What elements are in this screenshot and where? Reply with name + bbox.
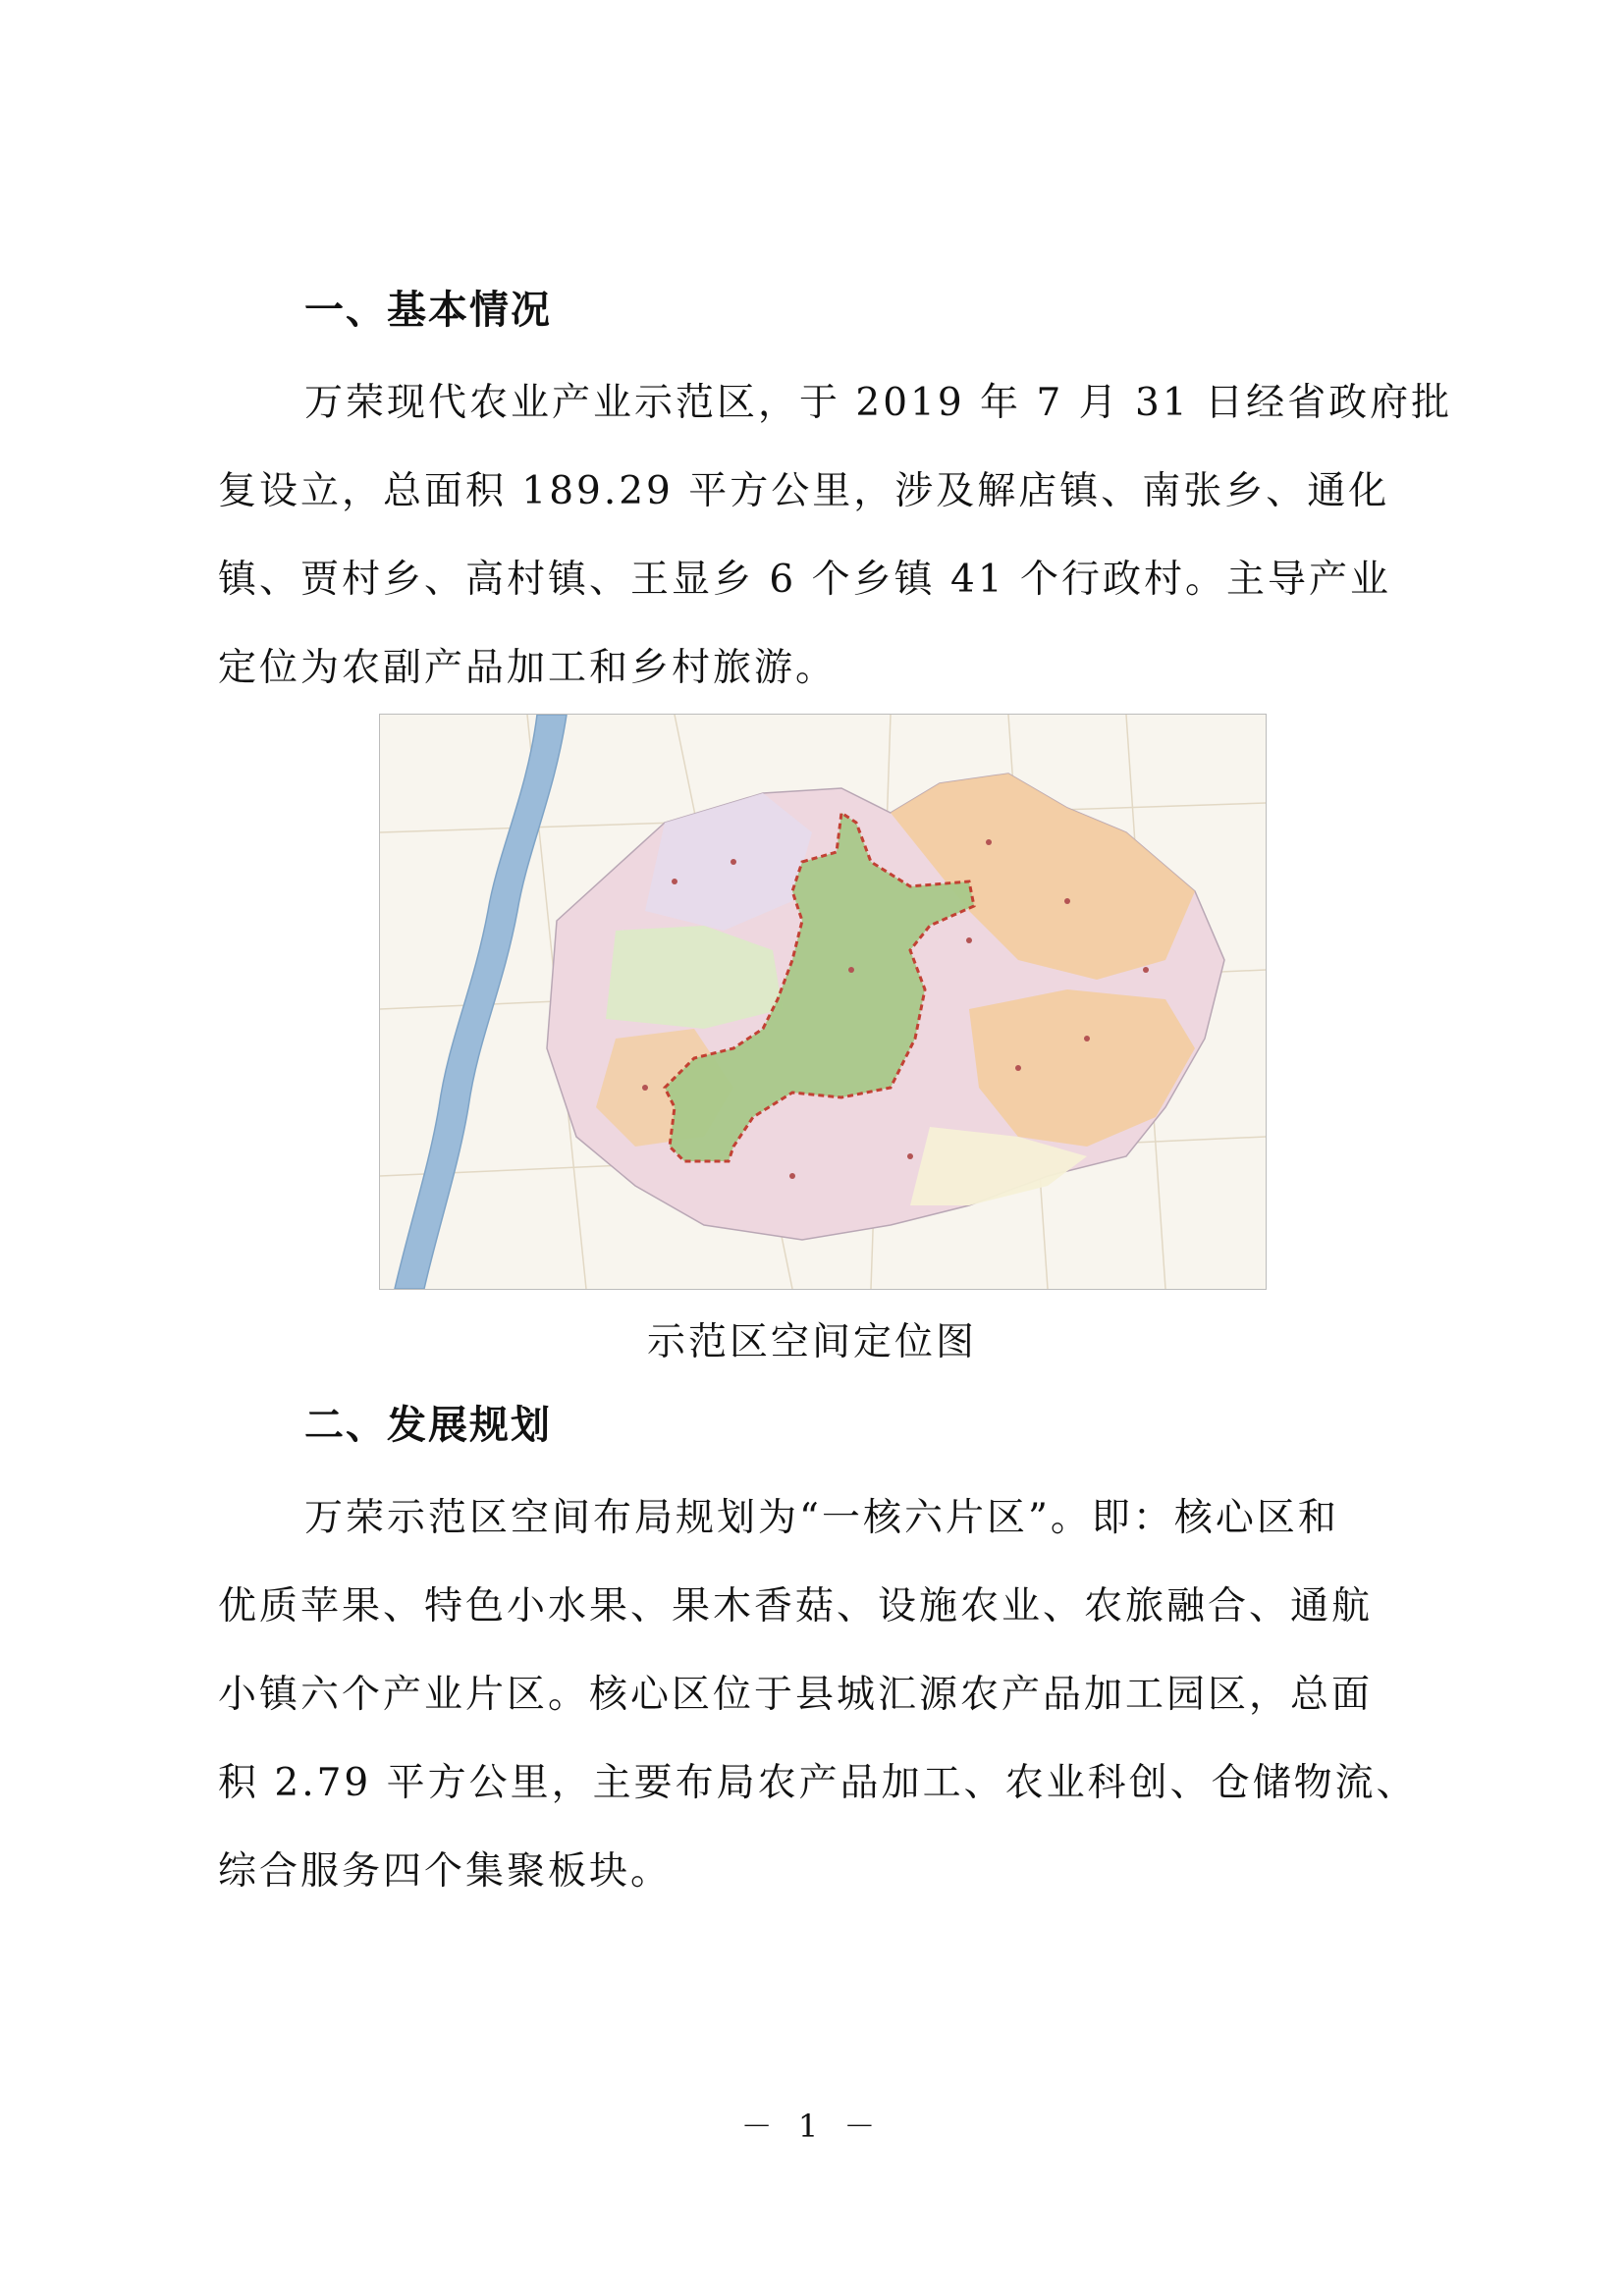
paragraph-line: 定位为农副产品加工和乡村旅游。: [218, 646, 838, 690]
paragraph-line: 优质苹果、特色小水果、果木香菇、设施农业、农旅融合、通航: [218, 1584, 1374, 1629]
paragraph-development-plan: [218, 1474, 1421, 1916]
paragraph-line: 镇、贾村乡、高村镇、王显乡 6 个乡镇 41 个行政村。主导产业: [218, 558, 1392, 602]
paragraph-line: 复设立，总面积 189.29 平方公里，涉及解店镇、南张乡、通化: [218, 469, 1390, 513]
paragraph-basic-info: [218, 359, 1453, 713]
paragraph-line: 综合服务四个集聚板块。: [218, 1849, 673, 1894]
figure-caption: 示范区空间定位图: [646, 1320, 977, 1364]
paragraph-line: 积 2.79 平方公里，主要布局农产品加工、农业科创、仓储物流、: [218, 1761, 1418, 1805]
paragraph-line: 万荣示范区空间布局规划为“一核六片区”。即：核心区和: [304, 1496, 1339, 1540]
map-graphic: [380, 715, 1266, 1289]
paragraph-line: 小镇六个产业片区。核心区位于县城汇源农产品加工园区，总面: [218, 1673, 1374, 1717]
section-heading-development-plan: 二、发展规划: [304, 1403, 552, 1448]
section-heading-basic-info: 一、基本情况: [304, 288, 552, 333]
location-map: [379, 714, 1267, 1290]
paragraph-line: 万荣现代农业产业示范区，于 2019 年 7 月 31 日经省政府批: [304, 381, 1453, 425]
page-number: － 1 －: [740, 2108, 884, 2145]
